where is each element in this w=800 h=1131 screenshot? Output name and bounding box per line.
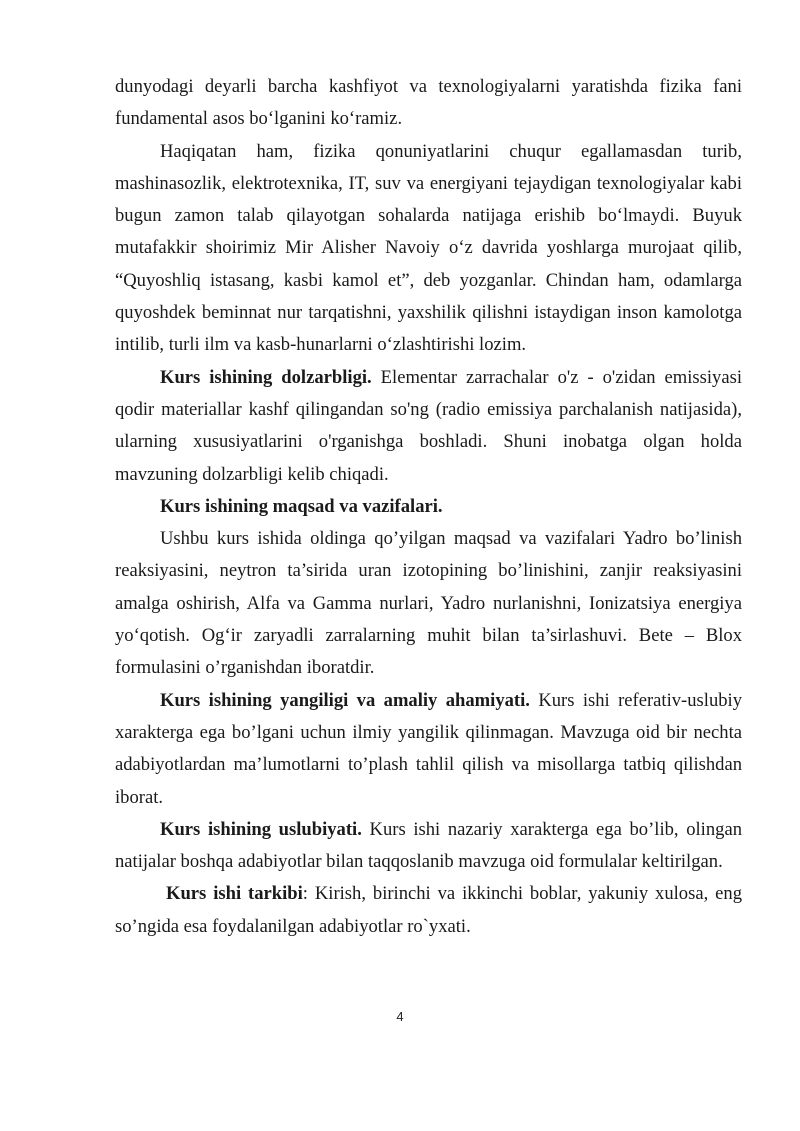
paragraph-yangiligi xyxy=(115,685,742,814)
page-number: 4 xyxy=(396,1009,404,1024)
paragraph-text: Kurs ishi nazariy xarakterga ega bo’lib, olingan natijalar boshqa adabiyotlar bilan taqqoslanib mavzuga oid formulalar keltirilgan. xyxy=(115,818,742,873)
section-heading: Kurs ishining maqsad va vazifalari. xyxy=(160,495,443,517)
paragraph-text: Kurs ishi referativ-uslubiy xarakterga ega bo’lgani uchun ilmiy yangilik qilinmagan. Mavzuga oid bir nechta adabiyotlardan ma’lumotlarni to’plash tahlil qilish va misollarga tatbiq qilishdan iborat. xyxy=(115,689,743,808)
section-heading: Kurs ishining dolzarbligi. xyxy=(160,366,372,388)
paragraph-text: Ushbu kurs ishida oldinga qo’yilgan maqsad va vazifalari Yadro bo’linish reaksiyasini, neytron ta’sirida uran izotopining bo’linishini, zanjir reaksiyasini amalga oshirish, Alfa va Gamma nurlari, Yadro nurlanishni, Ionizatsiya energiya yo‘qotish. Og‘ir zaryadli zarralarning muhit bilan ta’sirlashuvi. Bete – Blox formulasini o’rganishdan iboratdir. xyxy=(115,528,742,679)
section-heading: Kurs ishining uslubiyati. xyxy=(160,818,362,840)
section-heading: Kurs ishi tarkibi xyxy=(166,883,303,905)
paragraph-dolzarbligi xyxy=(115,362,742,491)
paragraph-intro-continuation xyxy=(115,71,742,136)
paragraph-tarkibi xyxy=(115,878,742,943)
paragraph-text: Elementar zarrachalar o'z - o'zidan emissiyasi qodir materiallar kashf qilingandan so'ng (radio emissiya parchalanish natijasida), ularning xususiyatlarini o'rganishga boshladi. Shuni inobatga olgan holda mavzuning dolzarbligi kelib chiqadi. xyxy=(115,366,742,485)
section-heading: Kurs ishining yangiligi va amaliy ahamiyati. xyxy=(160,689,530,711)
paragraph-maqsad-heading xyxy=(115,491,742,523)
paragraph-haqiqatan xyxy=(115,136,742,362)
paragraph-uslubiyati xyxy=(115,814,742,879)
body-text xyxy=(115,71,742,943)
paragraph-text: Haqiqatan ham, fizika qonuniyatlarini chuqur egallamasdan turib, mashinasozlik, elektrotexnika, IT, suv va energiyani tejaydigan texnologiyalar kabi bugun zamon talab qilayotgan sohalarda natijaga erishib bo‘lmaydi. Buyuk mutafakkir shoirimiz Mir Alisher Navoiy o‘z davrida yoshlarga murojaat qilib, “Quyoshliq istasang, kasbi kamol et”, deb yozganlar. Chindan ham, odamlarga quyoshdek beminnat nur tarqatishni, yaxshilik qilishni istaydigan inson kamolotga intilib, turli ilm va kasb-hunarlarni o‘zlashtirishi lozim. xyxy=(115,140,742,356)
paragraph-maqsad-body xyxy=(115,523,742,684)
paragraph-text: dunyodagi deyarli barcha kashfiyot va texnologiyalarni yaratishda fizika fani fundamental asos bo‘lganini ko‘ramiz. xyxy=(115,76,742,130)
paragraph-text: : Kirish, birinchi va ikkinchi boblar, yakuniy xulosa, eng so’ngida esa foydalanilgan adabiyotlar ro`yxati. xyxy=(115,883,742,937)
